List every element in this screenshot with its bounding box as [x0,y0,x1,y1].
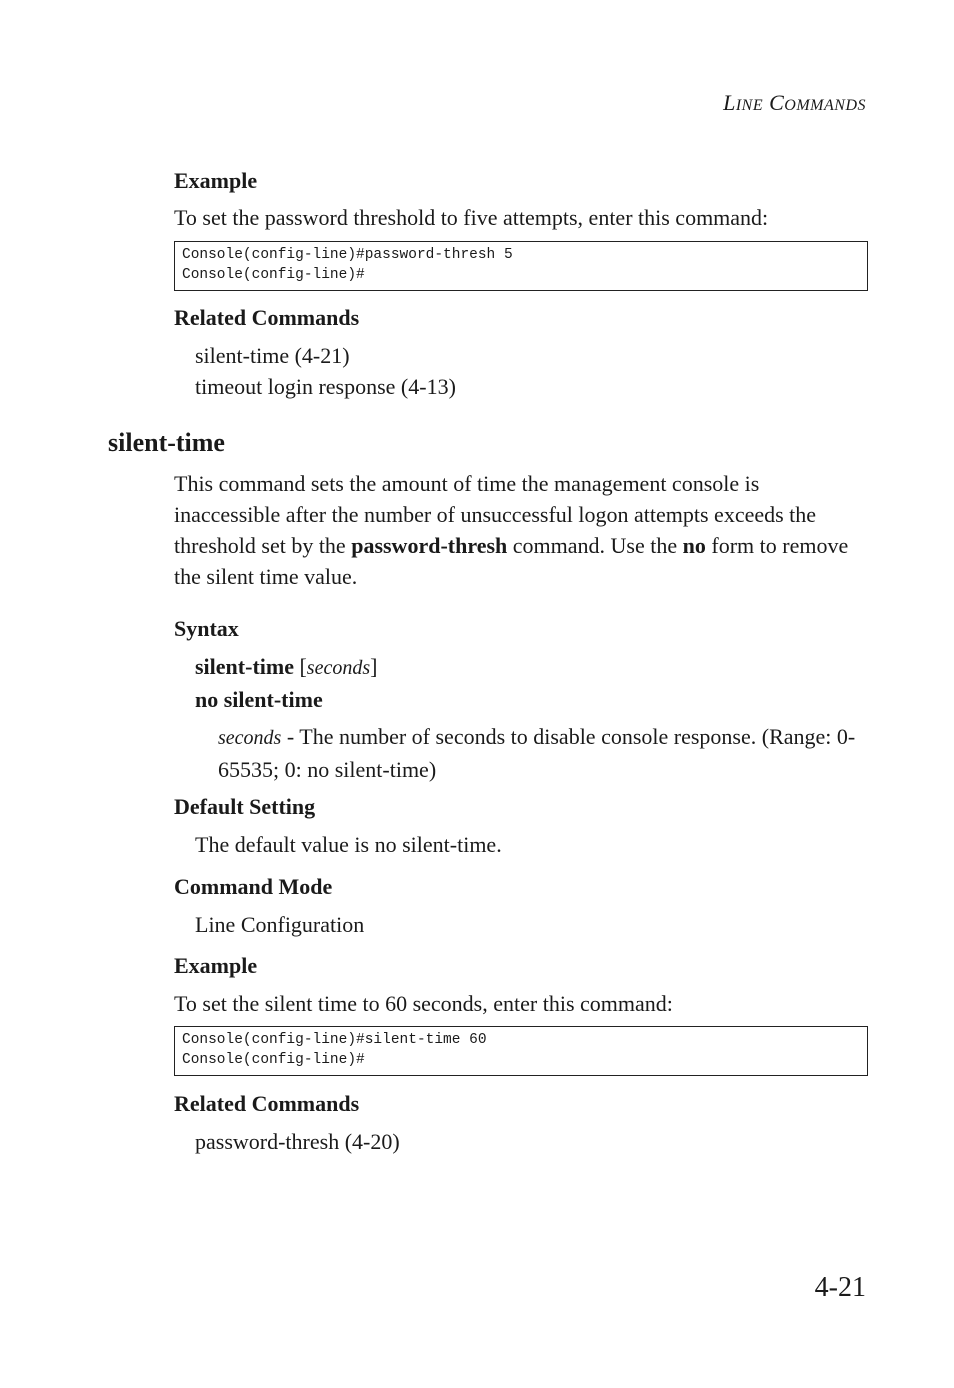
related-list-2 [195,1126,400,1157]
parameter-description: seconds - The number of seconds to disable console response. (Range: 0-65535; 0: no silent-time) [218,724,856,782]
related-heading-1: Related Commands [174,305,360,330]
command-description: This command sets the amount of time the management console is inaccessible after the number of unsuccessful logon attempts exceeds the threshold set by the password-thresh command. Use the no form to remove the silent time value. [174,471,849,589]
example-text-2: To set the silent time to 60 seconds, enter this command: [174,991,673,1016]
default-text: The default value is no silent-time. [195,832,502,857]
example-heading-2: Example [174,953,258,978]
related-heading-2: Related Commands [174,1091,360,1116]
default-heading: Default Setting [174,794,316,819]
example-heading-1: Example [174,168,258,193]
syntax-no-line: no silent-time [195,687,323,712]
example-code-2: Console(config-line)#silent-time 60 Console(config-line)# [174,1026,868,1076]
related-item: timeout login response (4-13) [195,374,456,399]
syntax-heading: Syntax [174,616,239,641]
example-code-1: Console(config-line)#password-thresh 5 Console(config-line)# [174,241,868,291]
related-list-1 [195,340,456,402]
example-text-1: To set the password threshold to five attempts, enter this command: [174,205,769,230]
page-number: 4-21 [814,1272,866,1303]
mode-heading: Command Mode [174,874,333,899]
running-head: LINE COMMANDS [723,90,866,115]
syntax-block [195,651,377,715]
related-item: silent-time (4-21) [195,343,350,368]
section-title: silent-time [108,428,225,457]
related-item: password-thresh (4-20) [195,1129,400,1154]
syntax-line: silent-time [seconds] [195,654,378,679]
mode-text: Line Configuration [195,912,365,937]
